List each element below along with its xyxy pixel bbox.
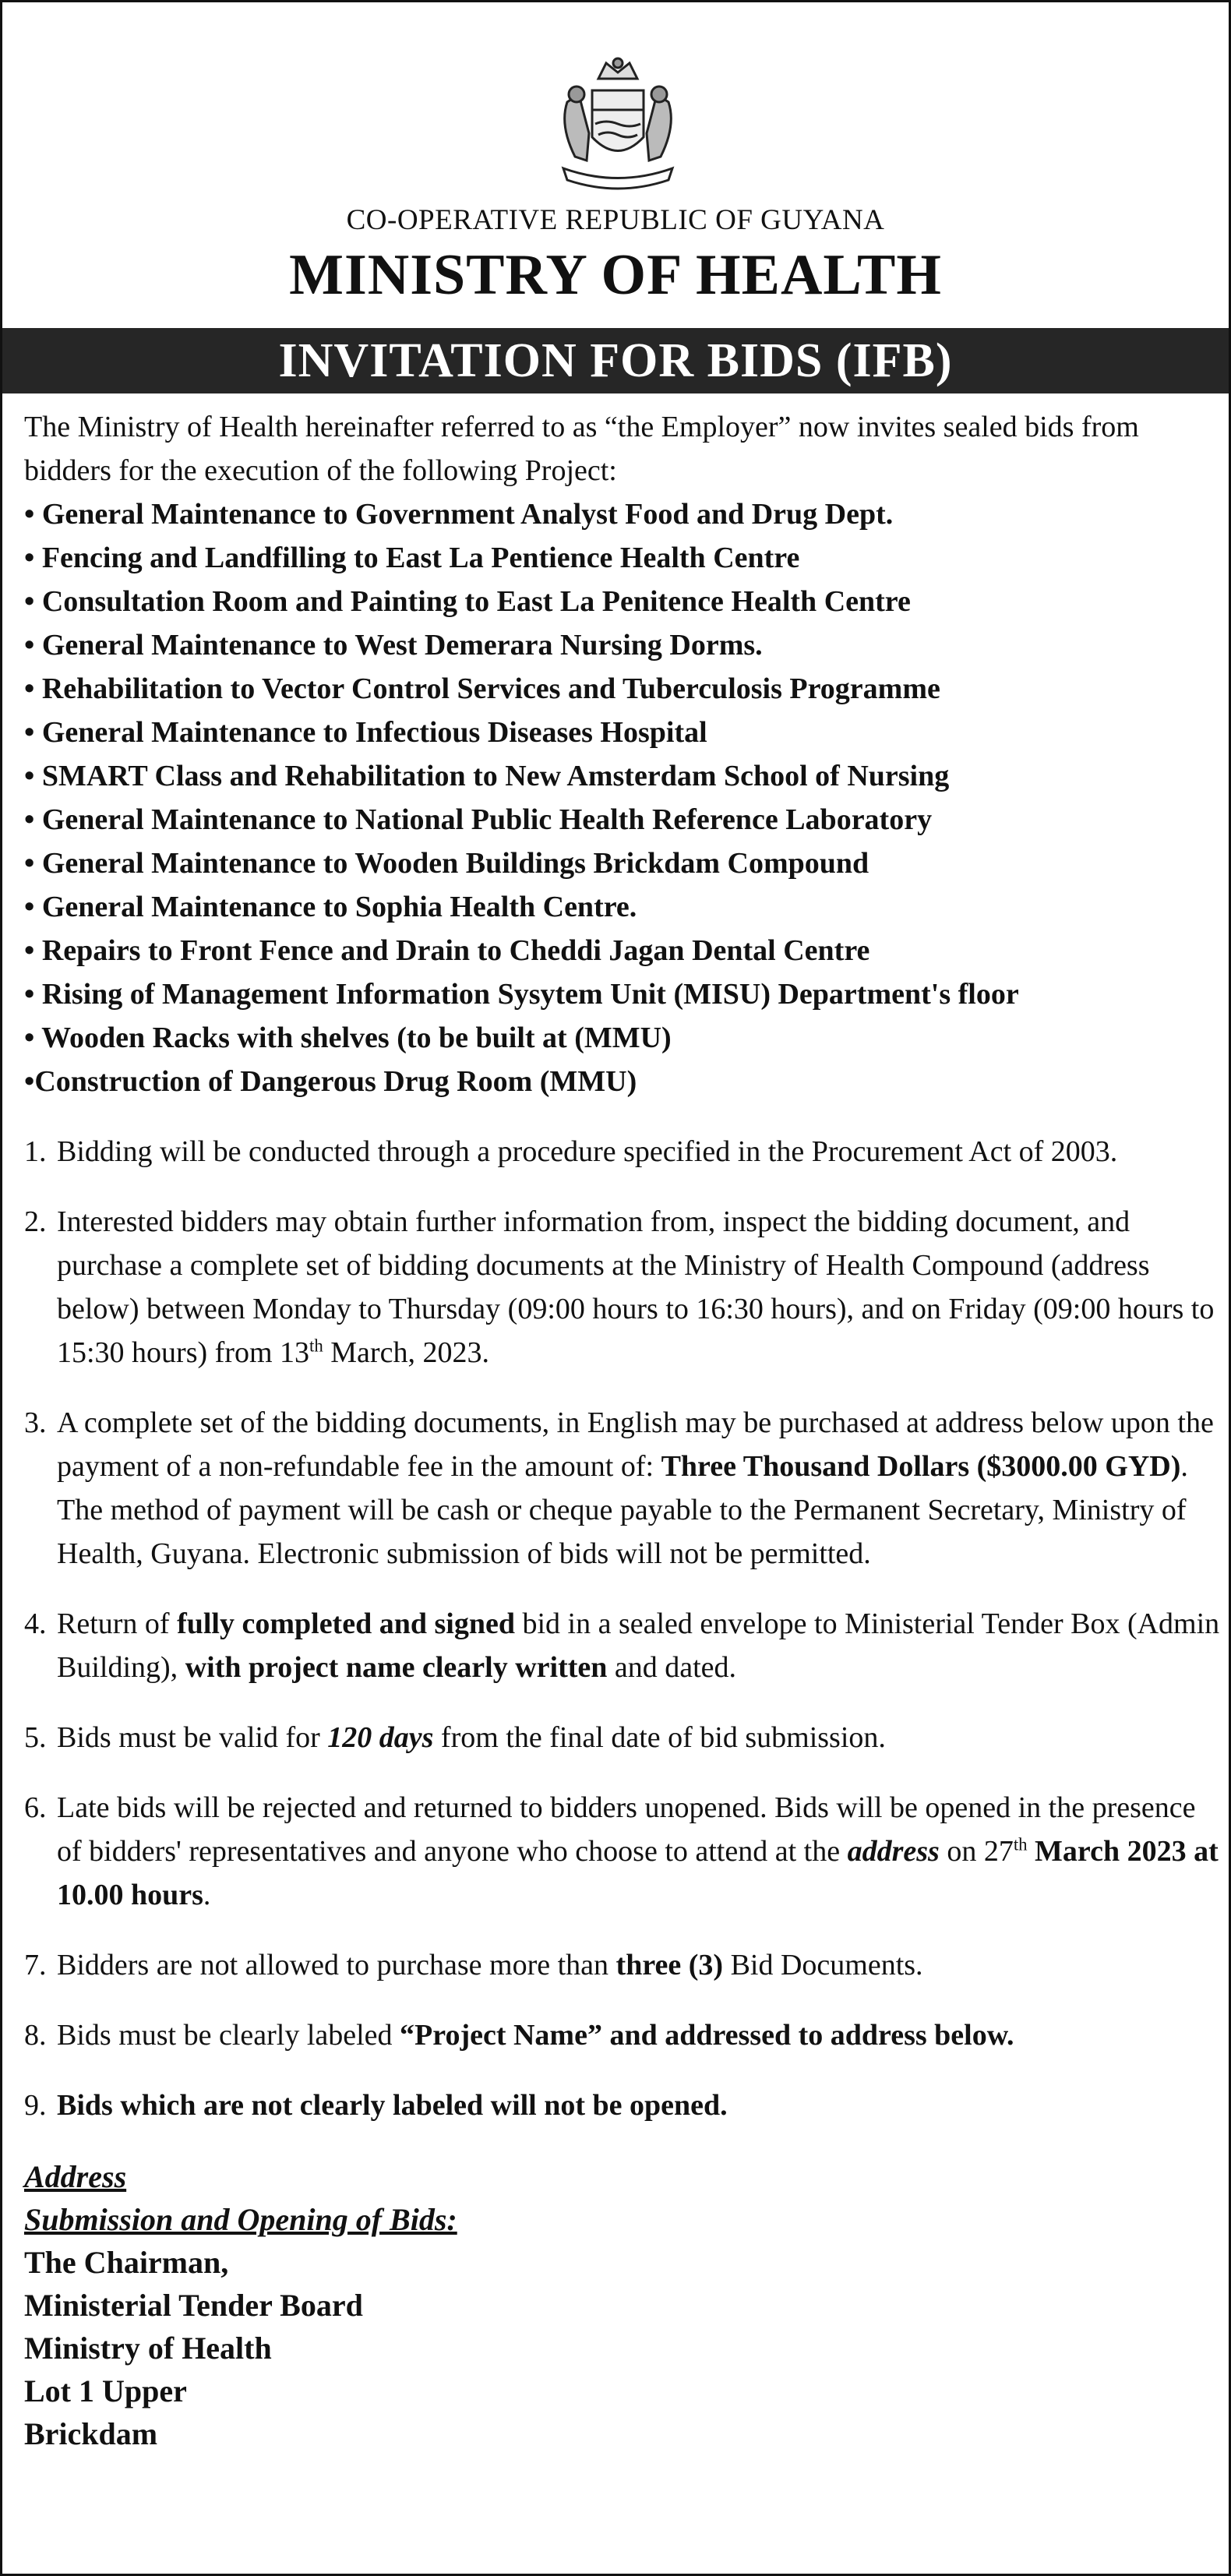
address-heading: Address (24, 2159, 127, 2194)
address-line: Ministerial Tender Board (24, 2288, 363, 2323)
project-item: • Repairs to Front Fence and Drain to Cheddi Jagan Dental Centre (24, 934, 870, 967)
project-item: • General Maintenance to West Demerara Nursing Dorms. (24, 629, 763, 662)
project-item: • General Maintenance to Sophia Health Centre. (24, 891, 637, 923)
instruction-7: 7. Bidders are not allowed to purchase more than three (3) Bid Documents. (24, 1949, 923, 1981)
address-line: Ministry of Health (24, 2331, 272, 2366)
project-item: •Construction of Dangerous Drug Room (MMU) (24, 1065, 637, 1098)
instruction-3: 3. A complete set of the bidding documents, in English may be purchased at address below upon the payment of a non-refundable fee in the amount of: Three Thousand Dollars ($3000.00 GYD). The method of payment will be cash or cheque payable to the Permanent Secretary, Ministry of Health, Guyana. Electronic submission of bids will not be permitted. (24, 1406, 1214, 1570)
project-item: • General Maintenance to Wooden Buildings Brickdam Compound (24, 847, 869, 880)
instruction-8: 8. Bids must be clearly labeled “Project Name” and addressed to address below. (24, 2019, 1014, 2052)
project-list (24, 492, 1224, 1103)
project-item: • General Maintenance to National Public Health Reference Laboratory (24, 803, 933, 836)
project-item: • Wooden Racks with shelves (to be built at (MMU) (24, 1022, 672, 1054)
address-line: The Chairman, (24, 2245, 229, 2280)
instruction-6: 6. Late bids will be rejected and returned to bidders unopened. Bids will be opened in the presence of bidders' representatives and anyone who choose to attend at the address on 27th March 2023 at 10.00 hours. (24, 1791, 1219, 1911)
project-item: • Rising of Management Information Sysytem Unit (MISU) Department's floor (24, 978, 1019, 1011)
address-subheading: Submission and Opening of Bids: (24, 2202, 457, 2237)
republic-name: CO-OPERATIVE REPUBLIC OF GUYANA (346, 204, 885, 236)
address-line: Lot 1 Upper (24, 2373, 187, 2408)
ifb-title-band: INVITATION FOR BIDS (IFB) (2, 328, 1229, 393)
guyana-coat-of-arms-icon (544, 48, 692, 196)
instruction-4: 4. Return of fully completed and signed bid in a sealed envelope to Ministerial Tender Box (Admin Building), with project name clearly written and dated. (24, 1607, 1220, 1684)
intro-text: The Ministry of Health hereinafter referred to as “the Employer” now invites sealed bids from bidders for the execution of the following Project: (24, 411, 1139, 487)
instruction-1: 1. Bidding will be conducted through a procedure specified in the Procurement Act of 2003. (24, 1135, 1118, 1168)
address-line: Brickdam (24, 2416, 158, 2451)
instruction-9: 9. Bids which are not clearly labeled will not be opened. (24, 2089, 728, 2122)
project-item: • General Maintenance to Infectious Diseases Hospital (24, 716, 707, 749)
project-item: • Fencing and Landfilling to East La Pentience Health Centre (24, 542, 800, 574)
project-item: • Rehabilitation to Vector Control Services and Tuberculosis Programme (24, 672, 940, 705)
submission-address (24, 2155, 1224, 2455)
project-item: • General Maintenance to Government Analyst Food and Drug Dept. (24, 498, 894, 531)
instruction-5: 5. Bids must be valid for 120 days from the final date of bid submission. (24, 1721, 886, 1754)
ministry-title: MINISTRY OF HEALTH (289, 243, 942, 307)
notice-body (24, 405, 1224, 2455)
project-item: • Consultation Room and Painting to East La Penitence Health Centre (24, 585, 911, 618)
instruction-2: 2. Interested bidders may obtain further information from, inspect the bidding document, and purchase a complete set of bidding documents at the Ministry of Health Compound (address below) between Monday to Thursday (09:00 hours to 16:30 hours), and on Friday (09:00 hours to 15:30 hours) from 13th March, 2023. (24, 1205, 1215, 1369)
project-item: • SMART Class and Rehabilitation to New Amsterdam School of Nursing (24, 760, 950, 792)
